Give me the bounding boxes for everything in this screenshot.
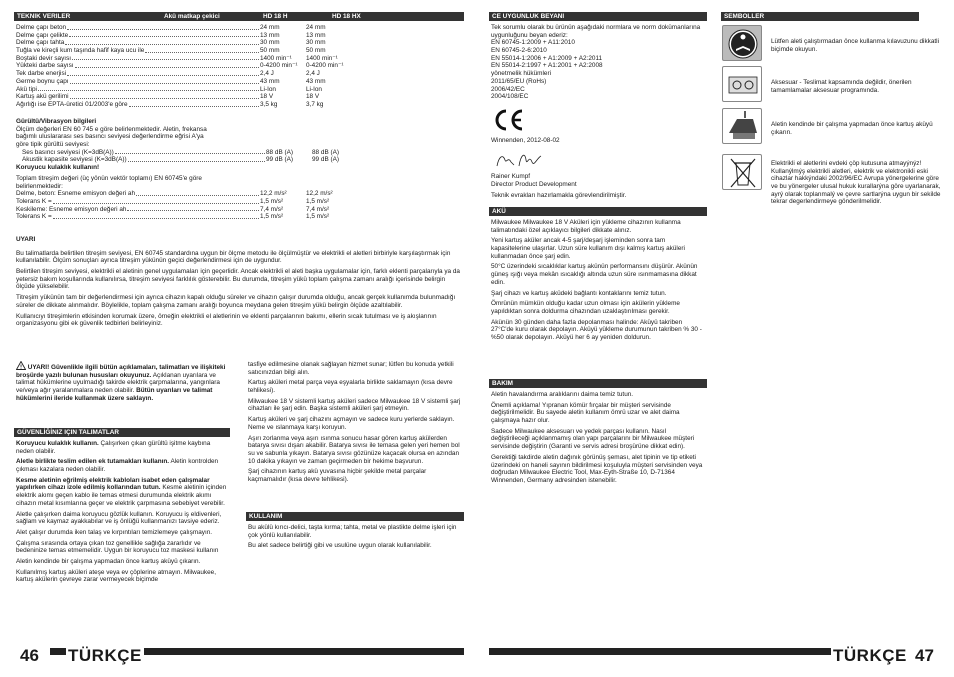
spec-label: Ses basıncı seviyesi (K=3dB(A)) — [22, 148, 114, 156]
spec-value-h: 13 mm — [260, 31, 280, 39]
spec-value-h: 88 dB (A) — [266, 148, 293, 156]
kullanim-title: KULLANIM — [249, 513, 283, 520]
spec-row — [22, 149, 362, 157]
safety-paragraph: tasfiye edilmesine olanak sağlayan hizmet sunar; lütfen bu konuda yetkili satıcınızdan bilgi alın. — [248, 361, 454, 376]
spec-value-hx: 13 mm — [306, 31, 326, 39]
safety-item-text: Çalışırken çıkan gürültü işitme kaybına neden olabilir. — [16, 440, 211, 455]
footer-language: TÜRKÇE — [68, 646, 142, 665]
warning-triangle-icon — [16, 361, 26, 370]
aku-title: AKÜ — [492, 208, 506, 215]
safety-item-text: Kullanılmış kartuş aküleri ateşe veya ev çöplerine atmayın. Milwaukee, kartuş akülerin çevreye zarar vermeyecek biçimde — [16, 568, 216, 584]
bakim-paragraph: Sadece Milwaukee aksesuarı ve yedek parçası kullanın. Nasıl değiştirileceği açıklanmamış olan yapı parçalarını bir Milwaukee müşteri servisinde değiştirin (Garanti ve servis adresi broşürüne dikkat edin). — [491, 427, 695, 451]
ce-line: 2006/42/EC — [491, 85, 525, 93]
leader-dots — [38, 86, 259, 92]
leader-dots — [136, 190, 259, 196]
safety-item-text: Aletin kendinde bir çalışma yapmadan önce kartuş aküyü çıkarın. — [16, 557, 201, 565]
spec-label: Boştaki devir sayısı — [16, 54, 72, 62]
ce-line: EN 60745-1:2009 + A11:2010 — [491, 39, 575, 47]
symbol-text-3: Aletin kendinde bir çalışma yapmadan önce kartuş aküyü çıkarın. — [771, 121, 933, 136]
ce-line: 2011/65/EU (RoHs) — [491, 77, 547, 85]
spec-value-hx: 0-4200 min⁻¹ — [306, 62, 344, 70]
signer-name: Rainer Kumpf — [491, 173, 531, 180]
ear-protection: Koruyucu kulaklık kullanın! — [16, 164, 100, 172]
spec-value-hx: 12,2 m/s² — [306, 190, 333, 198]
footer-left — [14, 646, 464, 665]
warning-block — [16, 361, 228, 405]
specs-title: TEKNIK VERILER — [17, 13, 71, 20]
ce-line: yönetmelik hükümleri — [491, 70, 552, 78]
spec-label: Delme çapı beton — [16, 24, 67, 31]
aku-paragraph: Milwaukee Milwaukee 18 V Aküleri için yükleme cihazının kullanma talimatındaki özel açıklayıcı bilgileri dikkate alınız. — [491, 219, 681, 234]
bakim-paragraph: Önemli açıklama! Yıpranan kömür fırçalar bir müşteri servisinde değiştirilmelidir. Bu sayede aletin kullanım ömrü uzar ve alet daima çalışmaya hazır olur. — [491, 401, 680, 425]
aku-paragraph: Ömrünün mümkün olduğu kadar uzun olması için akülerin yükleme yapıldıktan sonra doldurma cihazından uzaklaştırılması gerekir. — [491, 300, 680, 315]
ce-line: EN 60745-2-6:2010 — [491, 47, 547, 55]
noise-title: Gürültü/Vibrasyon bilgileri — [16, 118, 97, 125]
spec-label: Delme çapı çelikte — [16, 31, 69, 39]
spec-row — [16, 32, 356, 40]
kullanim-text — [248, 524, 462, 553]
accessory-symbol — [722, 66, 762, 102]
spec-row — [16, 190, 356, 198]
spec-value-h: 99 dB (A) — [266, 156, 293, 164]
spec-value-h: 50 mm — [260, 47, 280, 55]
spec-row — [16, 213, 356, 221]
safety-continued — [248, 361, 462, 487]
uyari-section — [16, 236, 462, 331]
leader-dots — [72, 55, 259, 61]
spec-row — [22, 156, 362, 164]
uyari-paragraph: Titreşim yükünün tam bir değerlendirmesi için ayrıca cihazın kapalı olduğu süreler ve cihazın çalışır durumda olduğu, ancak gerçek kullanımda bulunmadığı süreler de dikkate alınmalıdır. Böylelikle, toplam çalışma zamanı aralığı boyunca meydana gelen titreşim yükü belirgin ölçüde azaltılabilir. — [16, 294, 456, 309]
spec-value-hx: 1,5 m/s² — [306, 213, 330, 221]
ce-declaration — [491, 24, 705, 101]
page-right — [477, 0, 954, 677]
signature-icon — [495, 150, 545, 170]
ce-line: EN 55014-1:2006 + A1:2009 + A2:2011 — [491, 54, 603, 62]
ce-mark — [491, 108, 525, 135]
spec-label: Germe boynu çapı — [16, 77, 69, 85]
kullanim-paragraph: Bu akülü kırıcı-delici, taşta kırma; tahta, metal ve plastikte delme işleri için çok yönlü kullanılabilir. — [248, 524, 457, 539]
bakim-paragraph: Aletin havalandırma aralıklarını daima temiz tutun. — [491, 391, 634, 398]
spec-value-h: 0-4200 min⁻¹ — [260, 62, 298, 70]
spec-label: Delme çapı tahta — [16, 39, 65, 47]
safety-item — [16, 569, 228, 584]
leader-dots — [70, 78, 259, 84]
leader-dots — [129, 101, 259, 107]
safety-item-text: Aletin kontrolden çıkması kazalara neden olabilir. — [16, 458, 219, 474]
ce-title: CE UYGUNLUK BEYANI — [492, 13, 565, 20]
spec-label: Akü tipi — [16, 85, 37, 93]
safety-paragraph: Aşırı zorlanma veya aşırı ısınma sonucu hasar gören kartuş akülerden batarya sıvısı dışarı akabilir. Batarya sıvısı ile temasa gelen yeri hemen bol su ve sabunla yıkayın. Batarya sıvısı gözünüze kaçacak olursa en azından 10 dakika yıkayın ve zaman geçirmeden bir hekime başvurun. — [248, 434, 460, 465]
uyari-paragraph: Kullanıcıyı titreşimlerin etkisinden korumak üzere, örneğin elektrikli el aletlerinin ve eklenti parçalarının bakımı, ellerin sıcak tutulması ve iş akışlarının organizasyonu gibi ek güvenlik tedbirleri belirleyiniz. — [16, 312, 437, 328]
specs-col-hx: HD 18 HX — [332, 13, 361, 20]
spec-label: Delme, beton: Esneme emisyon değeri ah — [16, 190, 136, 198]
specs-col-model: Akü matkap çekici — [164, 13, 220, 20]
svg-text:!: ! — [20, 364, 22, 370]
symbol-text-2: Aksesuar - Teslimat kapsamında değildir, önerilen tamamlamalar aksesuar programında. — [771, 79, 912, 94]
crossed-bin-icon — [723, 155, 763, 191]
footer-right — [489, 646, 939, 665]
bakim-title: BAKIM — [492, 380, 513, 387]
noise-section — [16, 118, 456, 221]
spec-row — [16, 39, 356, 47]
aku-paragraph: Akünün 30 günden daha fazla depolanması halinde: Aküyü takriben 27°C'de kuru olarak depolayın. Aküyü yükleme durumunun takriben % 30 - %50 olarak depolayın. Aküyü her 6 ay yeniden doldurun. — [491, 318, 702, 341]
leader-dots — [127, 206, 259, 212]
accessory-icon — [723, 67, 763, 103]
leader-dots — [75, 62, 259, 68]
signature — [495, 150, 545, 173]
warning-bold: UYARI! Güvenlikle ilgili bütün açıklamaları, talimatları ve ilişkiteki broşürde yazılı bulunan hususları okuyunuz. — [16, 364, 226, 379]
spec-value-hx: Li-Ion — [306, 85, 322, 93]
leader-dots — [67, 70, 259, 76]
spec-row — [16, 78, 356, 86]
uyari-paragraph: Bu talimatlarda belirtilen titreşim seviyesi, EN 60745 standardına uygun bir ölçme metodu ile ölçülmüştür ve elektrikli el aletleri birbiriyle karşılaştırmak için kullanılabilir. Ölçüm sonuçları ayrıca titreşim yükünün geçici değerlendirmesi için de uygundur. — [16, 249, 451, 265]
spec-value-h: 7,4 m/s² — [260, 205, 284, 213]
aku-paragraph: Şarj cihazı ve kartuş aküdeki bağlantı kontaklarını temiz tutun. — [491, 289, 667, 297]
safety-item — [16, 458, 228, 473]
place-date: Winnenden, 2012-08-02 — [491, 137, 560, 144]
safety-paragraph: Kartuş aküleri metal parça veya eşyalarla birlikte saklamayın (kısa devre tehlikesi). — [248, 379, 453, 395]
spec-row — [16, 206, 356, 214]
safety-item-bold: Koruyucu kulaklık kullanın. — [16, 440, 99, 447]
vib-intro: Toplam titreşim değeri (üç yönün vektör toplamı) EN 60745'e göre belirlenmektedir: — [16, 174, 202, 190]
spec-value-h: 1,5 m/s² — [260, 213, 284, 221]
semboller-header — [721, 12, 919, 21]
specs-header — [14, 12, 464, 21]
spec-value-hx: 30 mm — [306, 39, 326, 47]
spec-value-h: 1,5 m/s² — [260, 197, 284, 205]
spec-value-hx: 50 mm — [306, 47, 326, 55]
ce-line: 2004/108/EC — [491, 93, 529, 101]
safety-paragraph: Kartuş aküleri ve şarj cihazını açmayın ve sadece kuru yerlerde saklayın. Neme ve ıslanmaya karşı koruyun. — [248, 416, 455, 431]
bakim-header — [489, 379, 707, 388]
kullanim-header — [246, 512, 464, 521]
spec-row — [16, 55, 356, 63]
spec-value-h: 43 mm — [260, 77, 280, 85]
spec-value-hx: 24 mm — [306, 24, 326, 31]
leader-dots — [70, 93, 259, 99]
guvenlik-title: GÜVENLİĞİNIZ IÇIN TALIMATLAR — [17, 429, 120, 436]
bakim-text — [491, 391, 705, 488]
spec-row — [16, 198, 356, 206]
footer-language-right: TÜRKÇE — [833, 646, 907, 665]
spec-label: Akustik kapasite seviyesi (K=3dB(A)) — [22, 156, 127, 164]
uyari-paragraphs — [16, 250, 462, 328]
weee-symbol — [722, 154, 762, 190]
warning-text: Açıklanan uyarılara ve talimat hükümlerine uyulmadığı takirde elektrik çarpmalarına, yangınlara ve/veya ağır yaralanmalara neden olabilir. — [16, 371, 220, 395]
warning-bold-2: Bütün uyarıları ve talimat hükümlerini ileride kullanmak üzere saklayın. — [16, 387, 213, 402]
vib-table — [16, 190, 356, 221]
specs-table — [16, 24, 356, 109]
read-manual-icon — [723, 26, 763, 62]
signer-title: Director Product Development — [491, 181, 577, 188]
safety-item — [16, 477, 228, 508]
ce-line: Tek sorumlu olarak bu ürünün aşağıdaki normlara ve norm dokümanlarına uygunluğunu beyan ederiz: — [491, 24, 701, 39]
leader-dots — [53, 198, 259, 204]
symbol-text-1: Lütfen aleti çalıştırmadan önce kullanma kılavuzunu dikkatli biçimde okuyun. — [771, 38, 940, 53]
spec-label: Tek darbe enerjisi — [16, 70, 67, 78]
spec-value-h: 2,4 J — [260, 70, 274, 78]
symbol-text-4: Elektrikli el aletlerini evdeki çöp kutusuna atmayýnýz! Kullanýlmýş elektrikli aletleri, elektrik ve elektronikli eski cihazlar hakkýndaki 2002/96/EC Avrupa yönergelerine göre ve bu yönergeler ulusal hukuk kurallarýna göre uyarlanarak, ayrý olarak toplanmalý ve çevre sartlarýna uygun bir sekilde tekrar degerlendirmeye gönderilmelidir. — [771, 160, 941, 206]
bakim-paragraph: Gerektiği takdirde aletin dağınık görünüş şeması, alet tipinin ve tip etiketi üzerindeki on haneli sayının bildirilmesi koşuluyla müşteri servisinden veya doğrudan Milwaukee Electric Tool, Max-Eyth-Straße 10, D-71364 Winnenden, Germany adresinden istenebilir. — [491, 453, 703, 484]
leader-dots — [115, 149, 265, 155]
ce-line: EN 55014-2:1997 + A1:2001 + A2:2008 — [491, 62, 603, 70]
spec-value-h: 1400 min⁻¹ — [260, 54, 292, 62]
uyari-title: UYARI — [16, 236, 36, 243]
guvenlik-list — [16, 440, 228, 587]
remove-battery-symbol — [722, 108, 762, 144]
guvenlik-header — [14, 428, 230, 437]
safety-item — [16, 558, 228, 566]
spec-row — [16, 86, 356, 94]
tech-doc: Teknik evrakları hazırlamakla görevlendirilmiştir. — [491, 192, 627, 199]
spec-value-h: 30 mm — [260, 39, 280, 47]
spec-value-hx: 1400 min⁻¹ — [306, 54, 338, 62]
leader-dots — [67, 24, 259, 30]
noise-intro: Ölçüm değerleri EN 60 745 e göre belirlenmektedir. Aletin, frekansa bağımlı uluslararası ses basıncı seviyesi değerlendirme eğrisi A'ya göre tipik gürültü seviyesi: — [16, 125, 207, 149]
safety-item-bold: Kesme aletinin eğrilmiş elektrik kabloları isabet eden çalışmalar yapılırken cihazı izole edilmiş kollarından tutun. — [16, 476, 210, 492]
semboller-title: SEMBOLLER — [724, 13, 765, 20]
safety-item-text: Alet çalışır durumda iken talaş ve kırpıntıları temizlemeye çalışmayın. — [16, 528, 213, 536]
spec-row — [16, 101, 356, 109]
leader-dots — [69, 32, 259, 38]
spec-row — [16, 47, 356, 55]
spec-value-hx: 43 mm — [306, 77, 326, 85]
uyari-paragraph: Belirtilen titreşim seviyesi, elektrikli el aletinin genel uygulamaları için geçerlidir. Ancak elektrikli el aleti başka uygulamalar için, farklı eklenti parçalarıyla ya da yetersiz bakım koşullarında kullanılırsa, titreşim seviyesi farklılık gösterebilir. Bu durumda, titreşim yükü toplam çalışma zamanı aralığı içerisinde belirgin ölçüde yükselebilir. — [16, 268, 460, 291]
spec-value-h: 12,2 m/s² — [260, 190, 287, 198]
remove-battery-icon — [723, 109, 763, 145]
read-manual-symbol — [722, 25, 762, 61]
safety-item-bold: Aletle birlikte teslim edilen ek tutamakları kullanın. — [16, 458, 170, 466]
aku-paragraph: 50°C üzerindeki sıcaklıklar kartuş akünün performansını düşürür. Akünün güneş ışığı veya mekân ısıcaklığı altında uzun süre ısınmamasına dikkat edin. — [491, 263, 698, 286]
spec-row — [16, 70, 356, 78]
spec-value-hx: 18 V — [306, 93, 320, 101]
spec-value-hx: 99 dB (A) — [312, 156, 339, 164]
aku-text — [491, 219, 705, 345]
safety-paragraph: Şarj cihazının kartuş akü yuvasına hiçbir şekilde metal parçalar kaçmamalıdır (kısa devre tehlikesi). — [248, 468, 427, 483]
safety-item — [16, 540, 228, 555]
spec-value-hx: 7,4 m/s² — [306, 205, 330, 213]
spec-row — [16, 93, 356, 101]
ce-header — [489, 12, 707, 21]
aku-header — [489, 207, 707, 216]
spec-value-h: 24 mm — [260, 24, 280, 31]
spec-value-hx: 3,7 kg — [306, 100, 324, 108]
page-number: 46 — [20, 646, 39, 665]
safety-item — [16, 440, 228, 455]
spec-value-hx: 1,5 m/s² — [306, 197, 330, 205]
safety-item-text: Çalışma sırasında ortaya çıkan toz genellikle sağlığa zararlıdır ve bedeninize temas etmemelidir. Uygun bir koruyucu toz maskesi kullanın — [16, 539, 219, 555]
safety-item-text: Aletle çalışırken daima koruyucu gözlük kullanın. Koruyucu iş eldivenleri, sağlam ve kaymaz ayakkabılar ve iş önlüğü kullanmanızı tavsiye ederiz. — [16, 510, 222, 526]
noise-table — [22, 149, 362, 164]
spec-row — [16, 62, 356, 70]
leader-dots — [53, 213, 259, 219]
safety-paragraph: Milwaukee 18 V sistemli kartuş aküleri sadece Milwaukee 18 V sistemli şarj cihazları ile şarj edin. Başka sistemli aküleri şarj etmeyin. — [248, 397, 461, 413]
spec-value-h: 3,5 kg — [260, 100, 278, 108]
spec-label: Ağırlığı ise EPTA-üretici 01/2003'e göre — [16, 100, 128, 108]
specs-col-h: HD 18 H — [263, 13, 288, 20]
spec-label: Kartuş akü gerilimi — [16, 93, 69, 101]
kullanim-paragraph: Bu alet sadece belirtiği gibi ve usulüne uygun olarak kullanılabilir. — [248, 542, 432, 550]
aku-paragraph: Yeni kartuş aküler ancak 4-5 şarj/deşarj işleminden sonra tam kapasitelerine ulaşırlar. Uzun süre kullanım dışı kalmış kartuş aküleri kullanmadan önce şarj edin. — [491, 237, 685, 260]
spec-label: Tolerans K = — [16, 197, 52, 205]
spec-value-h: 18 V — [260, 93, 274, 101]
spec-value-h: Li-Ion — [260, 85, 276, 93]
leader-dots — [145, 47, 259, 53]
safety-item — [16, 511, 228, 526]
ce-mark-icon — [491, 108, 525, 132]
leader-dots — [65, 39, 259, 45]
spec-value-hx: 88 dB (A) — [312, 148, 339, 156]
safety-item-text: Kesme aletinin içinden elektrik akımı geçen kablo ile temas etmesi durumunda elektrik akımı cihazın metal kısımlarına geçer ve elektrik çarpmasına sebebiyet verebilir. — [16, 484, 227, 507]
leader-dots — [128, 156, 265, 162]
spec-row — [16, 24, 356, 32]
page-number-right: 47 — [915, 646, 934, 665]
safety-item — [16, 529, 228, 537]
spec-label: Yükteki darbe sayısı — [16, 62, 74, 70]
spec-label: Keskileme: Esneme emisyon değeri ah — [16, 205, 127, 213]
spec-label: Tolerans K = — [16, 213, 52, 221]
spec-label: Tuğla ve kireçli kum taşında hafif kaya ucu ile — [16, 47, 145, 55]
spec-value-hx: 2,4 J — [306, 70, 320, 78]
